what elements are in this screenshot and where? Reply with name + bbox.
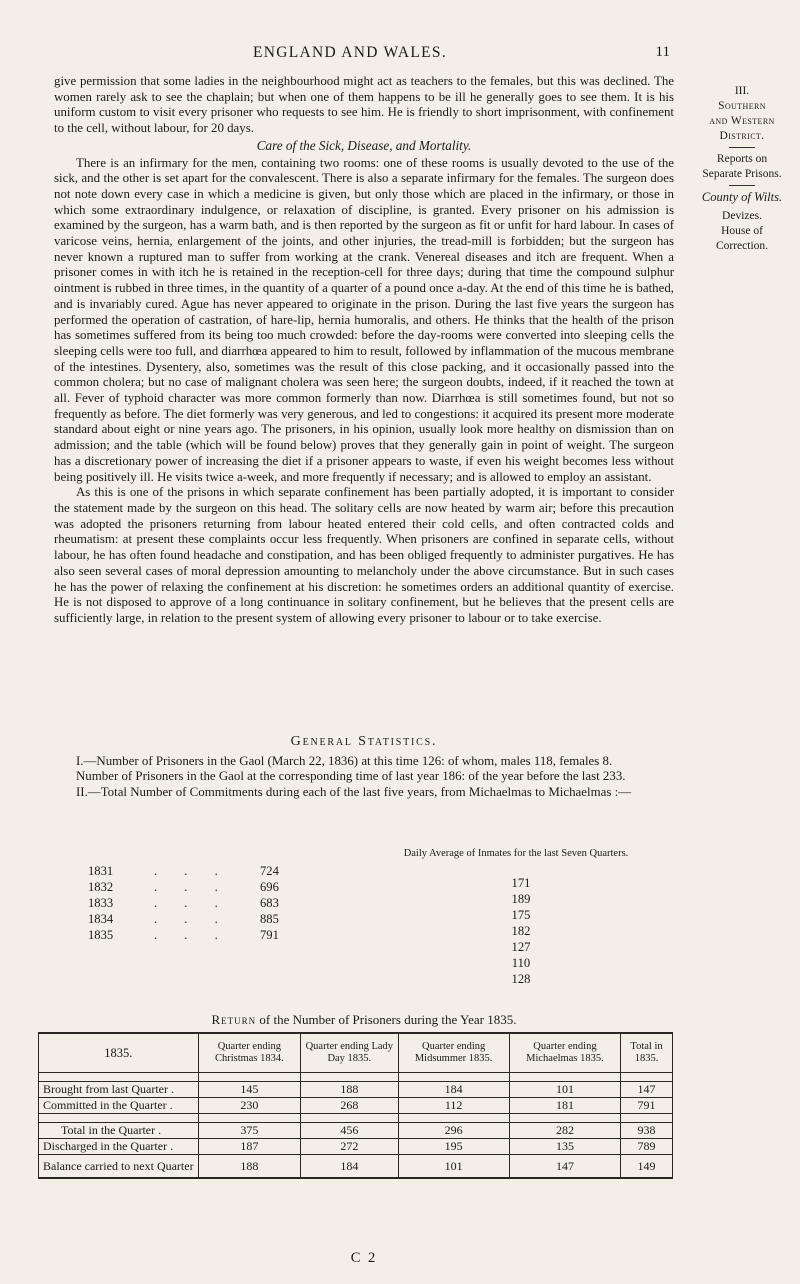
general-statistics — [54, 734, 674, 801]
margin-rule-2 — [729, 185, 755, 186]
leader-dots: . . . — [154, 880, 230, 894]
leader-dots: . . . — [154, 928, 230, 942]
table-cell: 187 — [198, 1139, 301, 1155]
margin-place-1: Devizes. — [722, 210, 762, 222]
stats-item-1: I.—Number of Prisoners in the Gaol (March 22, 1836) at this time 126: of whom, males 118, females 8. — [76, 753, 613, 768]
year-row — [88, 864, 288, 879]
table-cell: 195 — [398, 1139, 509, 1155]
table-cell: 101 — [398, 1155, 509, 1179]
stats-item-1b: Number of Prisoners in the Gaol at the corresponding time of last year 186: of the year before the last 233. — [76, 769, 626, 784]
year-row — [88, 928, 288, 943]
table-cell: 184 — [398, 1082, 509, 1098]
margin-rule — [729, 147, 755, 148]
row-label: Balance carried to next Quarter — [39, 1155, 199, 1179]
year-count: 724 — [260, 864, 279, 878]
column-header: Quarter ending Lady Day 1835. — [301, 1033, 398, 1073]
daily-average-value: 175 — [511, 908, 531, 922]
year-label: 1833 — [88, 896, 114, 910]
margin-notes — [688, 84, 796, 254]
margin-district-2: and Western — [709, 115, 775, 127]
table-cell: 282 — [509, 1123, 620, 1139]
table-cell: 296 — [398, 1123, 509, 1139]
daily-average-value: 110 — [511, 956, 531, 970]
table-cell: 112 — [398, 1098, 509, 1114]
table-cell: 145 — [198, 1082, 301, 1098]
year-label: 1832 — [88, 880, 114, 894]
year-label: 1834 — [88, 912, 114, 926]
leader-dots: . . . — [154, 896, 230, 910]
column-header: Total in 1835. — [621, 1033, 673, 1073]
table-cell: 135 — [509, 1139, 620, 1155]
stats-item-2: II.—Total Number of Commitments during each of the last five years, from Michaelmas to Michaelmas :— — [76, 785, 632, 800]
table-cell: 147 — [621, 1082, 673, 1098]
paragraph-3: As this is one of the prisons in which separate confinement has been partially adopted, it is important to consider the statement made by the surgeon on this head. The solitary cells are now heated by warm air; before this precaution was adopted the prisoners returning from labour heated entered their cold cells, and often contracted colds and rheumatism: at present these complaints occur less frequently. When prisoners are confined in separate cells, without labour, he has often found headache and constipation, and has been obliged frequently to administer purgatives. He has also seen several cases of moral depression amounting to melancholy under the above circumstance. But in such cases he has the power of relaxing the confinement at his discretion: he sometimes orders an additional quantity of exercise. He is not disposed to approve of a long continuance in solitary confinement, but he believes that the present cells are sufficiently large, in relation to the present system of allowing every prisoner to labour or to take exercise. — [54, 485, 674, 625]
paragraph-2: There is an infirmary for the men, containing two rooms: one of these rooms is usually devoted to the use of the sick, and the other is set apart for the convalescent. There is also a separate infirmary for the females. The surgeon does not note down every case in which a medicine is given, but only those which are placed in the infirmary, or those in which some extraordinary indulgence, or relaxation of discipline, is granted. Every prisoner on his admission is examined by the surgeon, has a warm bath, and is then reported by the surgeon as fit or unfit for hard labour. In cases of varicose veins, hernia, enlargement of the joints, and other injuries, the tread-mill is forbidden; but the surgeon has never known a ruptured man to suffer from working at the crank. Venereal diseases and itch are frequent. When a prisoner comes in with itch he is retained in the reception-cell for three days; during that time the compound sulphur ointment is rubbed in three times, in the quantity of a quarter of a pound once a-day. At the end of this time he is bathed, and is invariably cured. Ague has never appeared to originate in the prison. During the last five years the surgeon has performed the operation of castration, of hare-lip, hernia humoralis, and others. He thinks that the health of the prison has sometimes suffered from its being too much crowded: before the day-rooms were converted into sleeping cells the sleeping cells were too full, and diarrhœa appeared to him to result, followed by inflammation of the mucous membrane of the intestines. Dysentery, also, sometimes was the result of this close packing, and it occasionally passed into the common cholera; but no case of malignant cholera was seen here; the surgeon doubts, indeed, if it reached the town at all. Fever of typhoid character was more common formerly than now. Diarrhœa is still sometimes found, but not so frequently as before. The diet formerly was very generous, and led to congestions: it acquired its present more moderate standard about eight or nine years ago. The prisoners, in his opinion, usually look more healthy on dismission than on admission; and the table (which will be found below) proves that they generally gain in point of weight. The surgeon has a discretionary power of increasing the diet if a prisoner appears to waste, if even his weight becomes less without being positively ill. He visits twice a-week, and more frequently if necessary; and is allowed to employ an assistant. — [54, 155, 674, 484]
year-count: 885 — [260, 912, 279, 926]
daily-average-value: 171 — [511, 876, 531, 890]
table-cell: 791 — [621, 1098, 673, 1114]
body-text — [54, 74, 674, 627]
column-header: Quarter ending Midsummer 1835. — [398, 1033, 509, 1073]
table-cell: 789 — [621, 1139, 673, 1155]
table-cell: 149 — [621, 1155, 673, 1179]
year-count: 683 — [260, 896, 279, 910]
margin-reports-2: Separate Prisons. — [702, 168, 782, 180]
section-subheading: Care of the Sick, Disease, and Mortality. — [256, 137, 472, 153]
table-cell: 272 — [301, 1139, 398, 1155]
general-statistics-heading: General Statistics. — [290, 734, 438, 749]
page-number: 11 — [655, 44, 670, 60]
paragraph-1: give permission that some ladies in the neighbourhood might act as teachers to the females, but this was declined. The women rarely ask to see the chaplain; but when one of them happens to be ill he generally goes to see them. It is his uniform custom to visit every prisoner who requests to see him. He is friendly to short imprisonment, with confinement to the cell, without labour, for 20 days. — [54, 74, 674, 136]
table-cell: 375 — [198, 1123, 301, 1139]
column-header: Quarter ending Michaelmas 1835. — [509, 1033, 620, 1073]
row-label: Brought from last Quarter . — [39, 1082, 199, 1098]
daily-average-value: 189 — [511, 892, 531, 906]
margin-reports-1: Reports on — [716, 153, 768, 165]
year-count: 696 — [260, 880, 279, 894]
margin-roman: III. — [734, 85, 750, 97]
table-row — [39, 1082, 673, 1098]
return-title-lead: Return — [211, 1012, 257, 1027]
column-header: Quarter ending Christmas 1834. — [198, 1033, 301, 1073]
year-row — [88, 896, 288, 911]
daily-average-heading: Daily Average of Inmates for the last Seven Quarters. — [403, 848, 629, 859]
table-cell: 101 — [509, 1082, 620, 1098]
margin-county: County of Wilts. — [701, 190, 783, 204]
table-cell: 188 — [301, 1082, 398, 1098]
leader-dots: . . . — [154, 864, 230, 878]
daily-average-value: 128 — [511, 972, 531, 986]
row-label: Total in the Quarter . — [39, 1123, 199, 1139]
table-cell: 188 — [198, 1155, 301, 1179]
table-cell: 268 — [301, 1098, 398, 1114]
year-label: 1835 — [88, 928, 114, 942]
return-title-rest: of the Number of Prisoners during the Year 1835. — [259, 1012, 517, 1027]
table-cell: 147 — [509, 1155, 620, 1179]
table-row — [39, 1123, 673, 1139]
margin-place-2: House of — [721, 225, 763, 237]
margin-district-3: District. — [719, 130, 765, 142]
signature-mark: C 2 — [350, 1250, 378, 1266]
table-row — [39, 1139, 673, 1155]
daily-average-value: 127 — [511, 940, 531, 954]
row-label: Discharged in the Quarter . — [39, 1139, 199, 1155]
table-cell: 938 — [621, 1123, 673, 1139]
commitments-by-year — [54, 848, 674, 1008]
prisoners-return-table — [38, 1032, 673, 1179]
table-row — [39, 1155, 673, 1179]
margin-district-1: Southern — [718, 100, 766, 112]
table-cell: 181 — [509, 1098, 620, 1114]
table-corner: 1835. — [39, 1033, 199, 1073]
table-row — [39, 1098, 673, 1114]
margin-place-3: Correction. — [715, 240, 769, 252]
running-title: ENGLAND AND WALES. — [252, 44, 448, 61]
return-title — [54, 1012, 674, 1028]
daily-average-value: 182 — [511, 924, 531, 938]
row-label: Committed in the Quarter . — [39, 1098, 199, 1114]
table-cell: 456 — [301, 1123, 398, 1139]
year-row — [88, 912, 288, 927]
year-row — [88, 880, 288, 895]
leader-dots: . . . — [154, 912, 230, 926]
year-label: 1831 — [88, 864, 114, 878]
table-cell: 230 — [198, 1098, 301, 1114]
table-cell: 184 — [301, 1155, 398, 1179]
running-head — [30, 44, 670, 66]
year-count: 791 — [260, 928, 279, 942]
